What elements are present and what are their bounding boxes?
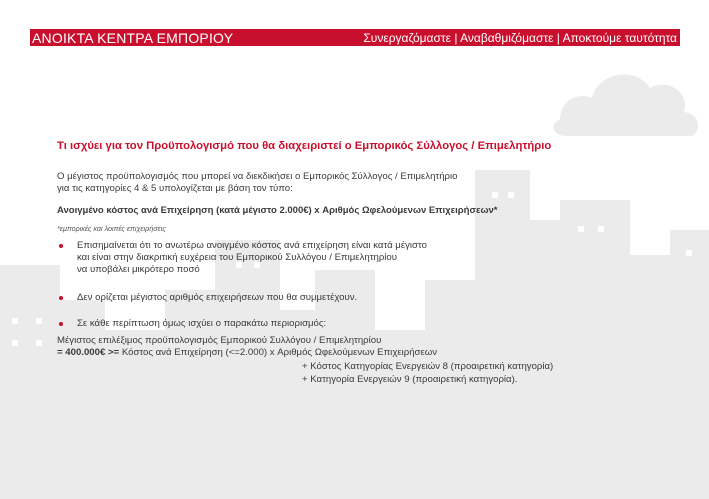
intro-line-1: Ο μέγιστος προϋπολογισμός που μπορεί να διεκδικήσει ο Εμπορικός Σύλλογος / Επιμελητήριο — [57, 171, 458, 182]
bullet-1-line-1: Επισημαίνεται ότι το ανωτέρω ανοιγμένο κόστος ανά επιχείρηση είναι κατά μέγιστο — [77, 240, 427, 251]
bullet-dot — [59, 296, 63, 300]
constraint-amount: = 400.000€ >= — [57, 347, 120, 358]
section-heading: Τι ισχύει για τον Προϋπολογισμό που θα διαχειριστεί ο Εμπορικός Σύλλογος / Επιμελητήριο — [57, 140, 552, 152]
bullet-1-line-3: να υποβάλει μικρότερο ποσό — [77, 264, 200, 275]
header-title: ΑΝΟΙΚΤΑ ΚΕΝΤΡΑ ΕΜΠΟΡΙΟΥ — [32, 29, 234, 46]
intro-line-2: για τις κατηγορίες 4 & 5 υπολογίζεται με βάση τον τύπο: — [57, 183, 293, 194]
bullet-dot — [59, 322, 63, 326]
constraint-line-1: Μέγιστος επιλέξιμος προϋπολογισμός Εμπορικού Συλλόγου / Επιμελητηρίου — [57, 335, 382, 346]
bullet-1-line-2: και είναι στην διακριτική ευχέρεια του Εμπορικού Συλλόγου / Επιμελητηρίου — [77, 252, 397, 263]
header-tagline: Συνεργαζόμαστε | Αναβαθμιζόμαστε | Αποκτούμε ταυτότητα — [363, 30, 677, 45]
formula-text: Ανοιγμένο κόστος ανά Επιχείρηση (κατά μέγιστο 2.000€) x Αριθμός Ωφελούμενων Επιχειρήσεων* — [57, 205, 498, 216]
bullet-3-line-1: Σε κάθε περίπτωση όμως ισχύει ο παρακάτω περιορισμός: — [77, 318, 327, 329]
constraint-line-4: + Κατηγορία Ενεργειών 9 (προαιρετική κατηγορία). — [302, 374, 518, 385]
bullet-2-line-1: Δεν ορίζεται μέγιστος αριθμός επιχειρήσεων που θα συμμετέχουν. — [77, 292, 358, 303]
bullet-dot — [59, 244, 63, 248]
constraint-line-3: + Κόστος Κατηγορίας Ενεργειών 8 (προαιρετική κατηγορία) — [302, 361, 554, 372]
constraint-rest: Κόστος ανά Επιχείρηση (<=2.000) x Αριθμός Ωφελούμενων Επιχειρήσεων — [119, 347, 438, 358]
constraint-line-2 — [57, 347, 437, 359]
footnote-text: *εμπορικές και λοιπές επιχειρήσεις — [57, 224, 166, 233]
